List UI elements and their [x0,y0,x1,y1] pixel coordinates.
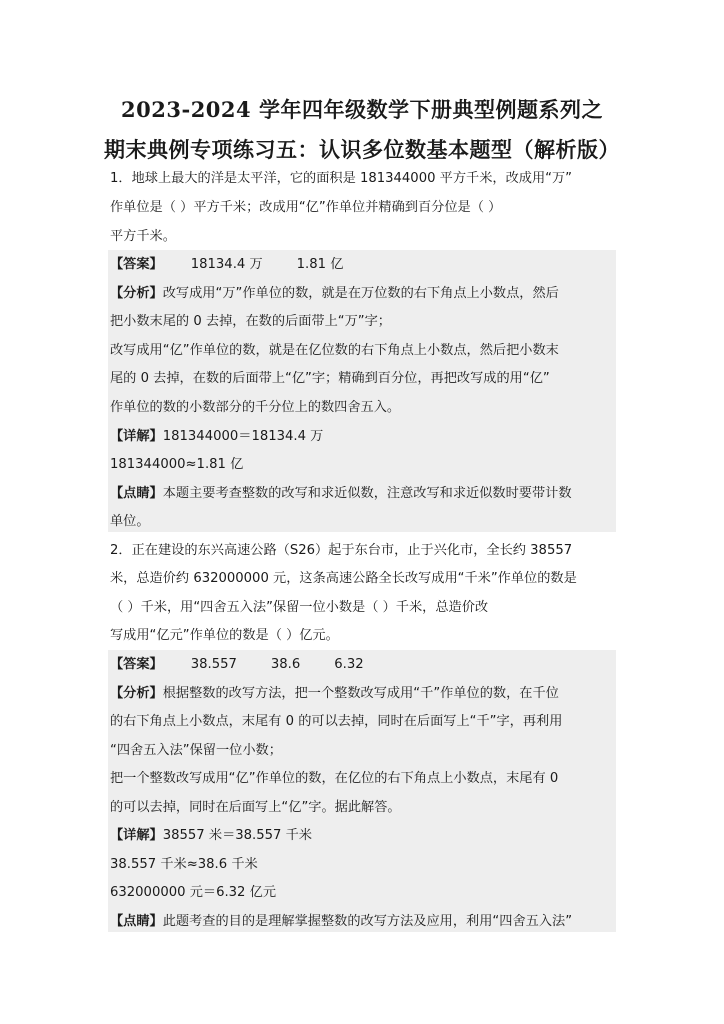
q1-analysis-line1 [110,285,615,303]
q2-detail-line3: 632000000 元＝6.32 亿元 [110,885,277,900]
q2-analysis-line3: “四舍五入法”保留一位小数； [110,743,282,758]
q2-detail-text1: 38557 米＝38.557 千米 [162,828,312,843]
q1-answer-2: 1.81 亿 [296,257,344,272]
q1-answer-1: 18134.4 万 [190,257,263,272]
q2-answer-2: 38.6 [270,657,301,672]
q1-analysis-line4: 尾的 0 去掉，在数的后面带上“亿”字；精确到百分位，再把改写成的用“亿” [110,371,550,386]
q2-analysis-line4: 把一个整数改写成用“亿”作单位的数，在亿位的右下角点上小数点，末尾有 0 [110,771,559,786]
q1-detail-line1 [110,428,615,446]
q1-analysis-line2: 把小数末尾的 0 去掉，在数的后面带上“万”字； [110,314,391,329]
q2-answer-1: 38.557 [190,657,237,672]
comment-label: 【点睛】 [110,486,163,501]
q1-analysis-line5: 作单位的数的小数部分的千分位上的数四舍五入。 [110,400,401,415]
q2-detail-line2: 38.557 千米≈38.6 千米 [110,857,258,872]
q1-comment-line2: 单位。 [110,514,150,529]
analysis-label: 【分析】 [110,286,163,301]
q2-analysis-line1 [110,685,615,703]
q2-comment-line1 [110,913,615,931]
q1-analysis-line3: 改写成用“亿”作单位的数，就是在亿位数的右下角点上小数点，然后把小数末 [110,343,559,358]
q2-analysis-text1: 根据整数的改写方法，把一个整数改写成用“千”作单位的数，在千位 [162,686,559,701]
q2-stem-line4: 写成用“亿元”作单位的数是（ ）亿元。 [110,628,339,643]
q2-answer-line [110,656,615,674]
q1-answer-line [110,256,615,274]
detail-label: 【详解】 [110,429,163,444]
analysis-label: 【分析】 [110,686,163,701]
q1-stem-line2: 作单位是（ ）平方千米；改成用“亿”作单位并精确到百分位是（ ） [110,200,502,215]
document-title-line2: 期末典例专项练习五：认识多位数基本题型（解析版） [104,137,620,162]
detail-label: 【详解】 [110,828,163,843]
q1-detail-text1: 181344000＝18134.4 万 [162,429,324,444]
answer-label: 【答案】 [110,257,163,272]
q1-detail-line2: 181344000≈1.81 亿 [110,457,244,472]
q2-stem-line2: 米，总造价约 632000000 元，这条高速公路全长改写成用“千米”作单位的数是 [110,571,577,586]
comment-label: 【点睛】 [110,914,163,929]
q1-analysis-text1: 改写成用“万”作单位的数，就是在万位数的右下角点上小数点，然后 [162,286,559,301]
q1-stem-line3: 平方千米。 [110,229,176,244]
q2-analysis-line2: 的右下角点上小数点，末尾有 0 的可以去掉，同时在后面写上“千”字，再利用 [110,714,563,729]
q2-comment-text1: 此题考查的目的是理解掌握整数的改写方法及应用，利用“四舍五入法” [162,914,573,929]
q2-detail-line1 [110,827,615,845]
answer-label: 【答案】 [110,657,163,672]
q2-analysis-line5: 的可以去掉，同时在后面写上“亿”字。据此解答。 [110,800,401,815]
q2-stem-line1: 2．正在建设的东兴高速公路（S26）起于东台市，止于兴化市，全长约 38557 [110,543,573,558]
q1-comment-line1 [110,485,615,503]
q1-stem-line1: 1．地球上最大的洋是太平洋，它的面积是 181344000 平方千米，改成用“万” [110,171,573,186]
q2-answer-3: 6.32 [334,657,364,672]
q2-stem-line3: （ ）千米，用“四舍五入法”保留一位小数是（ ）千米，总造价改 [110,600,489,615]
document-title-line1: 2023-2024 学年四年级数学下册典型例题系列之 [121,97,603,122]
q1-comment-text1: 本题主要考查整数的改写和求近似数，注意改写和求近似数时要带计数 [162,486,572,501]
